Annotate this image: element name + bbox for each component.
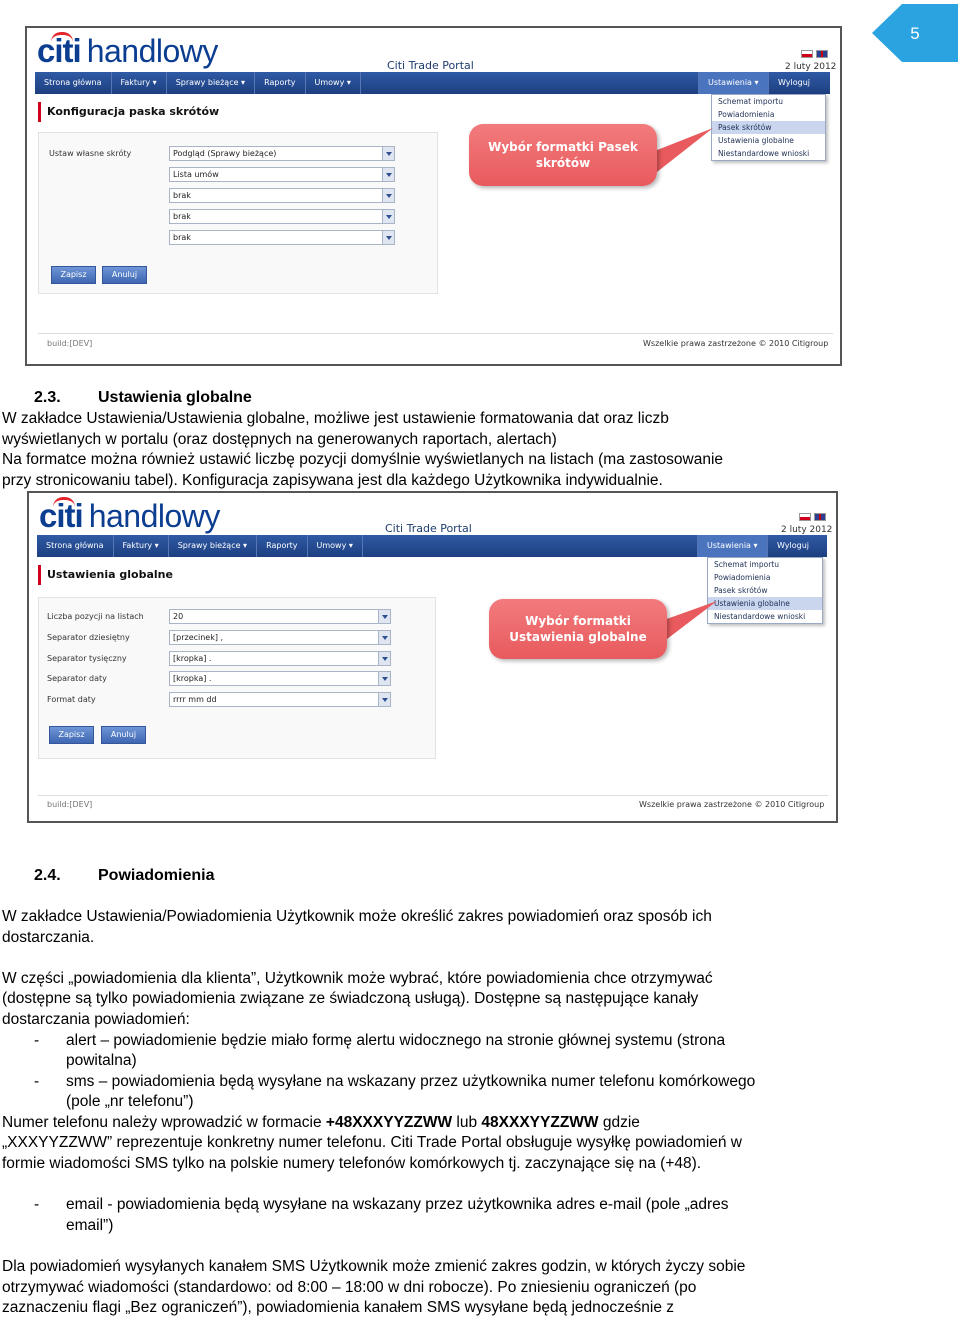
page-number: 5 — [910, 24, 920, 43]
callout-pointer — [661, 593, 721, 643]
list-items-value: 20 — [173, 612, 184, 621]
bullet-email-line-1: email - powiadomienia będą wysyłane na wskazany przez użytkownika adres e-mail (pole „adres — [66, 1196, 729, 1213]
chevron-down-icon — [382, 210, 394, 223]
chevron-down-icon — [382, 231, 394, 244]
phone-text-b: lub — [452, 1114, 482, 1131]
paragraph-line: dostarczania. — [2, 929, 95, 946]
polish-flag-icon[interactable] — [799, 513, 811, 521]
bullet-sms-line-2: (pole „nr telefonu”) — [66, 1093, 194, 1110]
chevron-down-icon — [378, 672, 390, 685]
language-flags — [801, 50, 828, 58]
nav-raporty[interactable]: Raporty — [255, 72, 305, 94]
callout-line-1: Wybór formatki — [525, 614, 631, 628]
date-format-label: Format daty — [47, 695, 96, 704]
paragraph-line: przy stronicowaniu tabel). Konfiguracja zapisywana jest dla każdego Użytkownika indywidualnie. — [2, 472, 663, 489]
paragraph-line: wyświetlanych w portalu (oraz dostępnych na generowanych raportach, alertach) — [2, 431, 557, 448]
portal-title: Citi Trade Portal — [385, 522, 472, 535]
paragraph-line: „XXXYYZZWW” reprezentuje konkretny numer telefonu. Citi Trade Portal obsługuje wysyłkę powiadomień w — [2, 1134, 743, 1151]
paragraph-line: formie wiadomości SMS tylko na polskie numery telefonów komórkowych tj. zaczynające się na (+48). — [2, 1155, 702, 1172]
shortcuts-label: Ustaw własne skróty — [49, 149, 132, 158]
shortcut-select-3-value: brak — [173, 191, 191, 200]
bullet-email-line-2: email”) — [66, 1217, 114, 1234]
logo-citi-text: citi — [39, 497, 83, 534]
nav-ustawienia[interactable]: Ustawienia ▾ — [697, 535, 767, 557]
chevron-down-icon — [378, 693, 390, 706]
bullet-dash: - — [34, 1196, 40, 1213]
screenshot-shortcut-bar-config — [25, 26, 842, 366]
date-separator-label: Separator daty — [47, 674, 107, 683]
cancel-button[interactable]: Anuluj — [102, 266, 147, 284]
date-format-select[interactable] — [169, 692, 391, 707]
shortcut-select-5[interactable] — [169, 230, 395, 245]
bullet-dash: - — [34, 1032, 40, 1049]
chevron-down-icon — [382, 189, 394, 202]
english-flag-icon[interactable] — [814, 513, 826, 521]
phone-text-a: Numer telefonu należy wprowadzić w formacie — [2, 1114, 326, 1131]
save-button[interactable]: Zapisz — [49, 726, 94, 744]
section-2-4-title: Powiadomienia — [98, 867, 215, 884]
save-button[interactable]: Zapisz — [51, 266, 96, 284]
nav-faktury[interactable]: Faktury ▾ — [112, 72, 167, 94]
logo-citi-text: citi — [37, 32, 81, 69]
paragraph-line: Dla powiadomień wysyłanych kanałem SMS Użytkownik może zmienić zakres godzin, w których życzy sobie — [2, 1258, 746, 1275]
paragraph-line: W części „powiadomienia dla klienta”, Użytkownik może wybrać, które powiadomienia chce otrzymywać — [2, 970, 713, 987]
paragraph-line: otrzymywać wiadomości (standardowo: od 8:00 – 18:00 w dni robocze). Po zniesieniu ograniczeń (po — [2, 1279, 697, 1296]
paragraph-line: zaznaczeniu flagi „Bez ograniczeń”), powiadomienia kanałem SMS wysyłane będą jednocześnie z — [2, 1299, 675, 1316]
phone-format-1: +48XXXYYZZWW — [325, 1114, 453, 1131]
bullet-alert-line-1: alert – powiadomienie będzie miało formę alertu widocznego na stronie głównej systemu (strona — [66, 1032, 726, 1049]
chevron-down-icon — [378, 631, 390, 644]
copyright-text: Wszelkie prawa zastrzeżone © 2010 Citigroup — [639, 800, 825, 809]
shortcut-select-4-value: brak — [173, 212, 191, 221]
nav-wyloguj[interactable]: Wyloguj — [767, 535, 827, 557]
list-items-label: Liczba pozycji na listach — [47, 612, 144, 621]
menu-item-pasek-skrotow[interactable]: Pasek skrótów — [712, 121, 825, 134]
page-heading: Konfiguracja paska skrótów — [38, 102, 219, 122]
thousands-separator-select[interactable] — [169, 651, 391, 666]
menu-item-schemat-importu[interactable]: Schemat importu — [714, 560, 779, 569]
current-date: 2 luty 2012 — [785, 62, 837, 72]
menu-item-ustawienia-globalne[interactable]: Ustawienia globalne — [708, 597, 822, 610]
section-2-3-number: 2.3. — [34, 389, 61, 406]
menu-item-schemat-importu[interactable]: Schemat importu — [718, 97, 783, 106]
shortcut-select-3[interactable] — [169, 188, 395, 203]
main-navbar — [37, 535, 827, 557]
nav-wyloguj[interactable]: Wyloguj — [768, 72, 830, 94]
callout-line-2: Ustawienia globalne — [509, 630, 647, 644]
nav-umowy[interactable]: Umowy ▾ — [306, 72, 361, 94]
shortcut-select-2[interactable] — [169, 167, 395, 182]
citi-handlowy-logo — [37, 32, 218, 72]
thousands-separator-label: Separator tysięczny — [47, 654, 127, 663]
copyright-text: Wszelkie prawa zastrzeżone © 2010 Citigroup — [643, 339, 829, 348]
paragraph-line: W zakładce Ustawienia/Powiadomienia Użytkownik może określić zakres powiadomień oraz sposób ich — [2, 908, 712, 925]
date-format-value: rrrr mm dd — [173, 695, 217, 704]
section-2-4-heading — [34, 866, 214, 887]
paragraph-line: Na formatce można również ustawić liczbę pozycji domyślnie wyświetlanych na listach (ma zastosowanie — [2, 451, 724, 468]
portal-title: Citi Trade Portal — [387, 59, 474, 72]
callout-bubble — [489, 599, 667, 659]
nav-ustawienia[interactable]: Ustawienia ▾ — [698, 72, 768, 94]
phone-format-2: 48XXXYYZZWW — [481, 1114, 599, 1131]
logo-handlowy-text: handlowy — [88, 498, 220, 534]
chevron-down-icon — [378, 652, 390, 665]
build-label: build:[DEV] — [47, 800, 93, 809]
screenshot-global-settings — [27, 491, 838, 823]
decimal-separator-value: [przecinek] , — [173, 633, 224, 642]
callout-line-2: skrótów — [535, 156, 591, 170]
decimal-separator-select[interactable] — [169, 630, 391, 645]
citi-handlowy-logo — [39, 497, 220, 537]
shortcut-select-2-value: Lista umów — [173, 170, 219, 179]
section-2-3-heading — [34, 388, 252, 409]
nav-strona-glowna[interactable]: Strona główna — [35, 72, 112, 94]
page-number-badge — [872, 4, 958, 62]
settings-dropdown-menu — [711, 94, 826, 161]
english-flag-icon[interactable] — [816, 50, 828, 58]
callout-pointer — [647, 124, 717, 174]
list-items-select[interactable] — [169, 609, 391, 624]
language-flags — [799, 513, 826, 521]
menu-item-ustawienia-globalne[interactable]: Ustawienia globalne — [718, 136, 794, 145]
nav-sprawy-biezace[interactable]: Sprawy bieżące ▾ — [167, 72, 255, 94]
current-date: 2 luty 2012 — [781, 525, 833, 535]
nav-sprawy-biezace[interactable]: Sprawy bieżące ▾ — [169, 535, 257, 557]
paragraph-line: dostarczania powiadomień: — [2, 1011, 190, 1028]
chevron-down-icon — [382, 147, 394, 160]
menu-item-pasek-skrotow[interactable]: Pasek skrótów — [714, 586, 768, 595]
callout-line-1: Wybór formatki Pasek — [488, 140, 638, 154]
chevron-down-icon — [378, 610, 390, 623]
thousands-separator-value: [kropka] . — [173, 654, 212, 663]
build-label: build:[DEV] — [47, 339, 93, 348]
phone-format-line — [2, 1113, 640, 1134]
paragraph-line: W zakładce Ustawienia/Ustawienia globalne, możliwe jest ustawienie formatowania dat oraz liczb — [2, 410, 669, 427]
logo-handlowy-text: handlowy — [86, 33, 218, 69]
decimal-separator-label: Separator dziesiętny — [47, 633, 130, 642]
bullet-dash: - — [34, 1073, 40, 1090]
section-2-4-number: 2.4. — [34, 867, 61, 884]
menu-item-niestandardowe-wnioski[interactable]: Niestandardowe wnioski — [718, 149, 810, 158]
main-navbar — [35, 72, 830, 94]
paragraph-line: (dostępne są tylko powiadomienia związane ze świadczoną usługą). Dostępne są następujące kanały — [2, 990, 699, 1007]
nav-raporty[interactable]: Raporty — [257, 535, 307, 557]
nav-strona-glowna[interactable]: Strona główna — [37, 535, 114, 557]
shortcut-select-1-value: Podgląd (Sprawy bieżące) — [173, 149, 277, 158]
bullet-sms-line-1: sms – powiadomienia będą wysyłane na wskazany przez użytkownika numer telefonu komórkowego — [66, 1073, 756, 1090]
footer-divider — [38, 795, 828, 796]
bullet-alert-line-2: powitalna) — [66, 1052, 137, 1069]
callout-bubble — [469, 124, 657, 186]
date-separator-value: [kropka] . — [173, 674, 212, 683]
footer-divider — [38, 333, 833, 334]
date-separator-select[interactable] — [169, 671, 391, 686]
phone-text-c: gdzie — [598, 1114, 640, 1131]
shortcut-select-1[interactable] — [169, 146, 395, 161]
polish-flag-icon[interactable] — [801, 50, 813, 58]
nav-umowy[interactable]: Umowy ▾ — [308, 535, 363, 557]
nav-faktury[interactable]: Faktury ▾ — [114, 535, 169, 557]
menu-item-powiadomienia[interactable]: Powiadomienia — [718, 110, 775, 119]
shortcut-select-5-value: brak — [173, 233, 191, 242]
shortcut-select-4[interactable] — [169, 209, 395, 224]
cancel-button[interactable]: Anuluj — [101, 726, 146, 744]
settings-dropdown-menu — [707, 557, 823, 624]
section-2-3-title: Ustawienia globalne — [98, 389, 252, 406]
chevron-down-icon — [382, 168, 394, 181]
menu-item-niestandardowe-wnioski[interactable]: Niestandardowe wnioski — [714, 612, 806, 621]
page-heading: Ustawienia globalne — [38, 565, 173, 585]
menu-item-powiadomienia[interactable]: Powiadomienia — [714, 573, 771, 582]
